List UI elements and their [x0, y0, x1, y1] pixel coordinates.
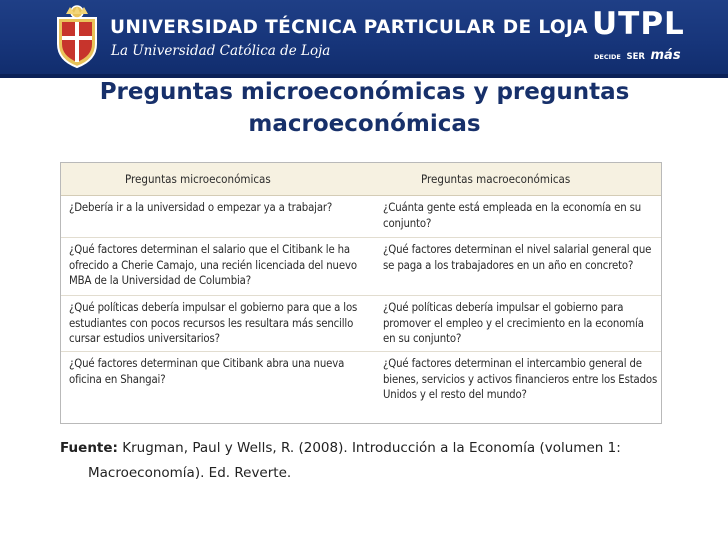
- slide-title-line2: macroeconómicas: [248, 111, 481, 137]
- source-label: Fuente:: [60, 440, 118, 456]
- cell-micro: ¿Qué políticas debería impulsar el gobierno para que a los estudiantes con pocos recursos les resultara más sencillo cursar estudios universitarios?: [69, 301, 358, 345]
- table-row: [61, 238, 661, 296]
- header-micro: Preguntas microeconómicas: [125, 172, 271, 186]
- source-citation: [60, 436, 676, 486]
- comparison-table: [60, 162, 662, 424]
- cell-macro: ¿Qué políticas debería impulsar el gobierno para promover el empleo y el crecimiento en la economía en su conjunto?: [383, 301, 644, 345]
- table-header-row: [61, 163, 661, 196]
- cell-macro: ¿Qué factores determinan el nivel salarial general que se paga a los trabajadores en un año en concreto?: [383, 243, 652, 272]
- cell-macro: ¿Qué factores determinan el intercambio general de bienes, servicios y activos financieros entre los Estados Unidos y el resto del mundo?: [383, 357, 658, 401]
- cell-macro: ¿Cuánta gente está empleada en la economía en su conjunto?: [383, 201, 642, 230]
- cell-micro: ¿Debería ir a la universidad o empezar ya a trabajar?: [69, 201, 333, 214]
- header-banner: [0, 0, 728, 78]
- university-crest-icon: [52, 4, 102, 70]
- slogan-mas: más: [650, 48, 681, 63]
- university-tagline: La Universidad Católica de Loja: [111, 43, 331, 59]
- slide-title-line1: Preguntas microeconómicas y preguntas: [99, 79, 630, 105]
- header-macro: Preguntas macroeconómicas: [421, 172, 571, 186]
- slogan-ser: SER: [626, 52, 645, 62]
- table-row: [61, 196, 661, 238]
- slogan-decide: DECIDE: [594, 53, 621, 61]
- university-name: UNIVERSIDAD TÉCNICA PARTICULAR DE LOJA: [110, 17, 588, 38]
- table-row: [61, 352, 661, 423]
- cell-micro: ¿Qué factores determinan que Citibank abra una nueva oficina en Shangai?: [69, 357, 345, 386]
- slide-title: [92, 76, 637, 140]
- utpl-slogan: [594, 44, 681, 63]
- table-row: [61, 296, 661, 352]
- source-text: Krugman, Paul y Wells, R. (2008). Introducción a la Economía (volumen 1: Macroeconomía). Ed. Reverte.: [88, 440, 621, 481]
- utpl-logo: UTPL: [592, 6, 685, 42]
- cell-micro: ¿Qué factores determinan el salario que el Citibank le ha ofrecido a Cherie Camajo, una recién licenciada del nuevo MBA de la Universidad de Columbia?: [69, 243, 357, 287]
